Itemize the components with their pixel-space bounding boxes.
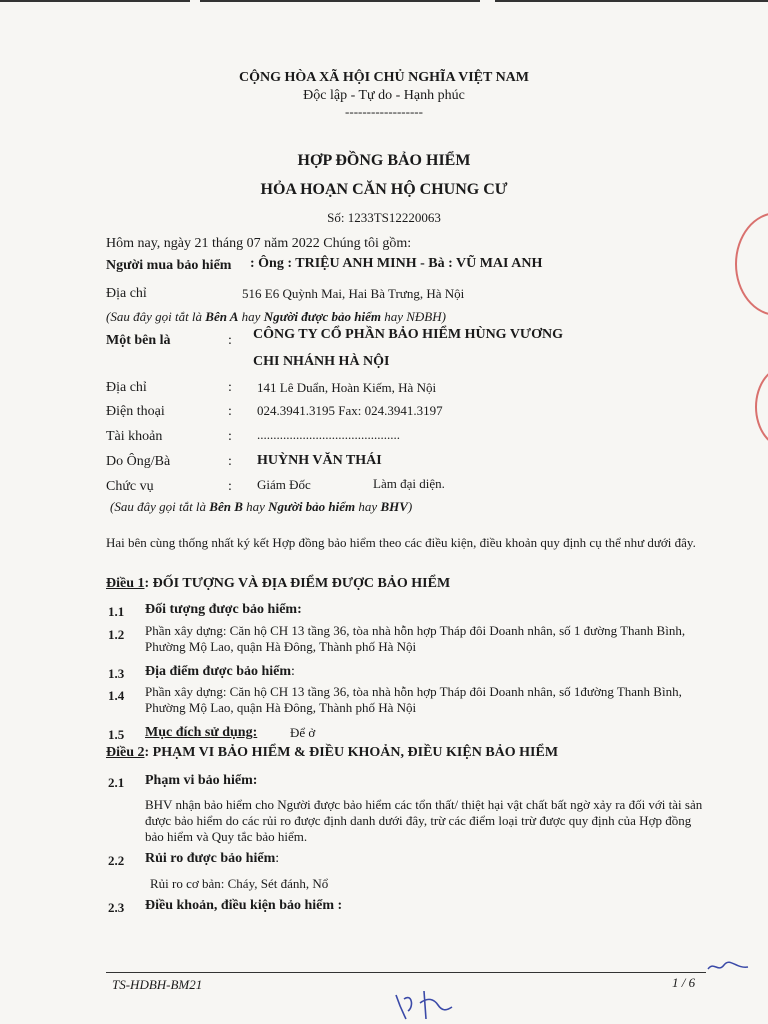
section-title-text: Địa điểm được bảo hiểm (145, 664, 292, 679)
section-number: 2.2 (108, 853, 125, 868)
insurer-address-label: Địa chỉ (106, 380, 147, 395)
note-text: hay (355, 499, 381, 514)
buyer-label: Người mua bảo hiểm (106, 258, 232, 273)
article2-heading (106, 745, 558, 761)
section-number: 1.2 (108, 627, 125, 642)
scan-edge-line (495, 0, 768, 2)
note-text: ) (407, 499, 413, 514)
insurer-role: Làm đại diện. (373, 476, 445, 491)
section-title: Điều khoản, điều kiện bảo hiểm : (145, 898, 343, 913)
scan-edge-line (200, 0, 480, 2)
note-bold: BHV (380, 499, 408, 514)
buyer-note (106, 309, 446, 325)
agreement-paragraph: Hai bên cùng thống nhất ký kết Hợp đồng bảo hiểm theo các điều kiện, điều khoản quy định cụ thể như dưới đây. (106, 535, 696, 550)
section-title: Phạm vi bảo hiểm: (145, 773, 258, 788)
red-stamp-seal (735, 212, 768, 316)
buyer-address: 516 E6 Quỳnh Mai, Hai Bà Trưng, Hà Nội (242, 286, 465, 301)
section-number: 1.4 (108, 688, 125, 703)
insurer-label: Một bên là (106, 333, 171, 348)
usage-purpose: Để ở (290, 725, 316, 740)
section-text: Phần xây dựng: Căn hộ CH 13 tầng 36, tòa nhà hỗn hợp Tháp đôi Doanh nhân, số 1đường Thanh Bình, Phường Mộ Lao, quận Hà Đông, Thành phố Hà Nội (145, 684, 682, 715)
colon: : (228, 333, 232, 348)
handwritten-signature (390, 985, 460, 1024)
insurer-address: 141 Lê Duẩn, Hoàn Kiếm, Hà Nội (257, 380, 437, 395)
section-text: Rủi ro cơ bản: Cháy, Sét đánh, Nổ (150, 876, 329, 891)
section-text: BHV nhận bảo hiểm cho Người được bảo hiểm các tổn thất/ thiệt hại vật chất bất ngờ xảy ra đối với tài sản được bảo hiểm do các rủi ro được định danh dưới đây, trừ các điểm loại trừ được quy định của Hợp đồng bảo hiểm và Quy tắc bảo hiểm. (145, 797, 703, 844)
colon: : (228, 454, 232, 469)
insurer-note (110, 499, 412, 515)
buyer-value: : Ông : TRIỆU ANH MINH - Bà : VŨ MAI ANH (250, 256, 543, 271)
colon: : (228, 380, 232, 395)
insurer-rep: HUỲNH VĂN THÁI (257, 453, 382, 468)
insurer-account-label: Tài khoản (106, 429, 163, 444)
note-text: hay (242, 499, 269, 514)
colon: : (228, 429, 232, 444)
footer-form-code: TS-HDBH-BM21 (112, 977, 203, 992)
insurer-position: Giám Đốc (257, 477, 311, 492)
section-title: Đối tượng được bảo hiểm: (145, 602, 302, 617)
insurer-phone-label: Điện thoại (106, 404, 165, 419)
note-text: (Sau đây gọi tắt là (106, 309, 206, 324)
insurer-phone: 024.3941.3195 Fax: 024.3941.3197 (257, 403, 443, 418)
article-number: Điều 1 (106, 576, 145, 591)
insurer-branch: CHI NHÁNH HÀ NỘI (253, 354, 390, 369)
section-number: 2.1 (108, 775, 125, 790)
handwritten-initial (700, 955, 760, 980)
header-divider: ------------------ (345, 104, 423, 119)
red-stamp-seal (755, 365, 768, 449)
article-title: : PHẠM VI BẢO HIỂM & ĐIỀU KHOẢN, ĐIỀU KIỆN BẢO HIỂM (144, 745, 559, 760)
document-title: HỢP ĐỒNG BẢO HIỂM (297, 152, 471, 169)
buyer-address-label: Địa chỉ (106, 286, 147, 301)
note-text: (Sau đây gọi tắt là (110, 499, 210, 514)
footer-page-number: 1 / 6 (672, 975, 696, 990)
scan-edge-line (0, 0, 190, 2)
document-subtitle: HỎA HOẠN CĂN HỘ CHUNG CƯ (260, 181, 508, 198)
section-number: 1.1 (108, 604, 125, 619)
insurer-account: ............................................ (257, 427, 400, 442)
note-text: hay (238, 309, 264, 324)
section-title (145, 664, 295, 680)
insurer-position-label: Chức vụ (106, 479, 154, 494)
section-title-text: Rủi ro được bảo hiểm (145, 851, 276, 866)
republic-heading: CỘNG HÒA XÃ HỘI CHỦ NGHĨA VIỆT NAM (238, 70, 529, 85)
footer-divider (106, 972, 706, 973)
section-title: Mục đích sử dụng: (145, 725, 258, 740)
colon: : (228, 479, 232, 494)
article-title: : ĐỐI TƯỢNG VÀ ĐỊA ĐIỂM ĐƯỢC BẢO HIỂM (144, 576, 451, 591)
article-number: Điều 2 (106, 745, 145, 760)
insurer-name: CÔNG TY CỔ PHẦN BẢO HIỂM HÙNG VƯƠNG (253, 327, 563, 342)
section-title (145, 851, 279, 867)
section-number: 1.5 (108, 727, 125, 742)
colon: : (291, 664, 295, 679)
contract-number: Số: 1233TS12220063 (327, 210, 441, 225)
article1-heading (106, 576, 450, 592)
note-bold: Bên A (205, 309, 239, 324)
note-bold: Bên B (209, 499, 243, 514)
note-bold: Người được bảo hiểm (263, 309, 381, 324)
section-number: 2.3 (108, 900, 125, 915)
insurer-rep-label: Do Ông/Bà (106, 454, 171, 469)
colon: : (275, 851, 280, 866)
intro-text: Hôm nay, ngày 21 tháng 07 năm 2022 Chúng tôi gồm: (106, 236, 412, 251)
motto: Độc lập - Tự do - Hạnh phúc (303, 88, 465, 103)
section-number: 1.3 (108, 666, 125, 681)
note-bold: Người bảo hiểm (268, 499, 356, 514)
colon: : (228, 404, 232, 419)
section-text: Phần xây dựng: Căn hộ CH 13 tầng 36, tòa nhà hỗn hợp Tháp đôi Doanh nhân, số 1 đường Thanh Bình, Phường Mộ Lao, quận Hà Đông, Thành phố Hà Nội (145, 623, 686, 654)
note-text: hay NĐBH) (380, 309, 446, 324)
